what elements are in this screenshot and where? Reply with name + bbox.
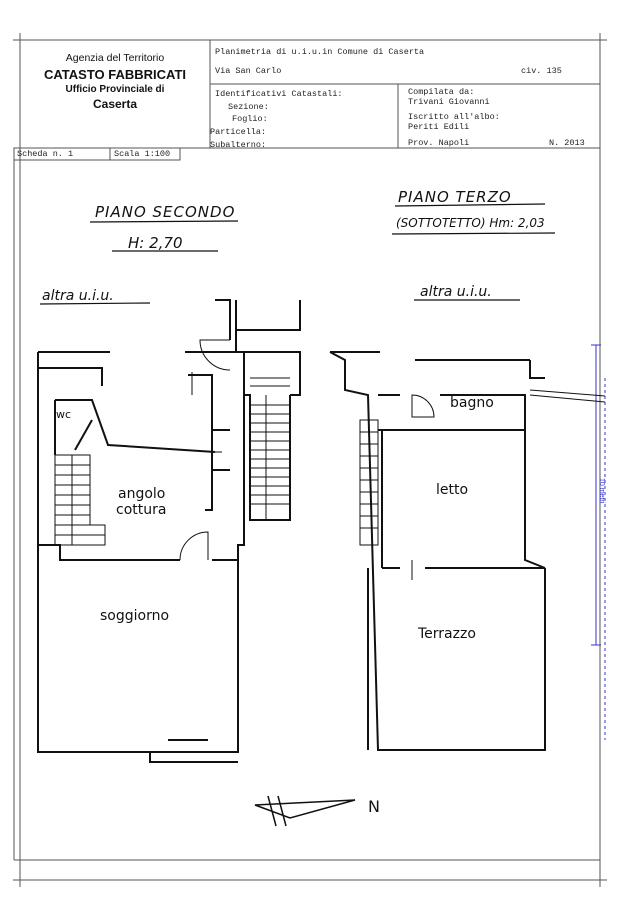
- sheet-frame: [20, 40, 600, 880]
- provincia: Prov. Napoli: [408, 138, 470, 148]
- sezione-label: Sezione:: [228, 102, 269, 112]
- plan-secondo-walls: [38, 300, 300, 762]
- catasto-title: CATASTO FABBRICATI: [43, 67, 187, 82]
- particella-label: Particella:: [210, 127, 267, 137]
- compilata-label: Compilata da:: [408, 87, 475, 97]
- scheda-number: Scheda n. 1: [17, 149, 74, 159]
- office-city: Caserta: [92, 97, 138, 111]
- iscritto-label: Iscritto all'albo:: [408, 112, 500, 122]
- room-letto: letto: [436, 482, 469, 498]
- scale-ruler-label: 10 metri: [598, 478, 605, 504]
- piano-secondo-height: H: 2,70: [128, 234, 183, 252]
- planimetria-line: Planimetria di u.i.u.in Comune di Caserta: [215, 47, 425, 57]
- piano-terzo-title: PIANO TERZO: [398, 188, 512, 206]
- room-angolo: angolo: [118, 486, 166, 502]
- identificativi-label: Identificativi Catastali:: [215, 89, 343, 99]
- room-wc: wc: [56, 408, 72, 421]
- civico: civ. 135: [521, 66, 562, 76]
- room-terrazzo: Terrazzo: [418, 626, 476, 642]
- subalterno-label: Subalterno:: [210, 140, 267, 150]
- piano-secondo-title: PIANO SECONDO: [95, 203, 236, 221]
- plan-terzo-walls: [330, 352, 545, 750]
- room-bagno: bagno: [450, 395, 494, 411]
- altra-uiu-left: altra u.i.u.: [42, 288, 114, 304]
- albo-name: Periti Edili: [408, 122, 470, 132]
- room-soggiorno: soggiorno: [100, 608, 170, 624]
- compiler-name: Trivani Giovanni: [408, 97, 490, 107]
- north-label: N: [368, 797, 380, 816]
- scale-ruler: [591, 345, 605, 740]
- street-line: Via San Carlo: [215, 66, 282, 76]
- room-cottura: cottura: [116, 502, 167, 518]
- north-arrow: [255, 796, 355, 826]
- foglio-label: Foglio:: [232, 114, 268, 124]
- scala-value: Scala 1:100: [114, 149, 171, 159]
- altra-uiu-right: altra u.i.u.: [420, 284, 492, 300]
- agency-block: [20, 40, 210, 148]
- numero-albo: N. 2013: [549, 138, 585, 148]
- agency-name: Agenzia del Territorio: [65, 52, 165, 64]
- office-name: Ufficio Provinciale di: [65, 84, 165, 95]
- piano-terzo-subtitle: (SOTTOTETTO) Hm: 2,03: [396, 216, 545, 230]
